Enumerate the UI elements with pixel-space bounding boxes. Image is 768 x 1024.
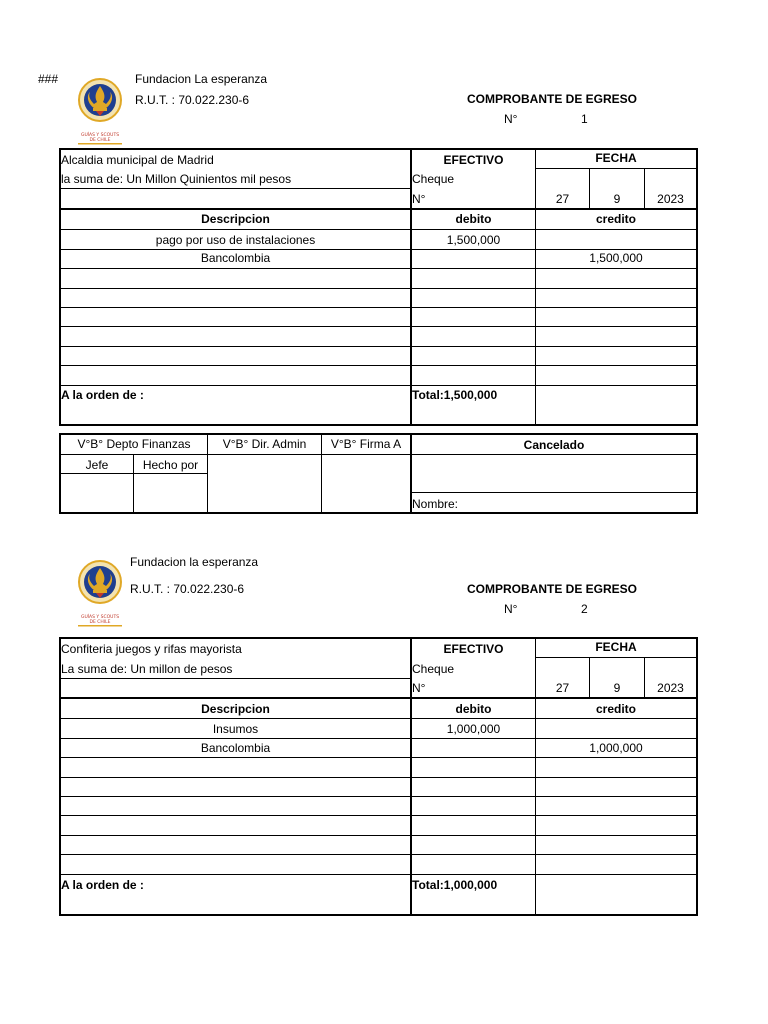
org-name: Fundacion La esperanza	[135, 72, 268, 86]
logo-caption: GUÍAS Y SCOUTS	[80, 133, 120, 138]
order-label: A la orden de :	[61, 388, 144, 402]
cancelado-label: Cancelado	[523, 438, 585, 452]
cheque-no-label: N°	[412, 192, 426, 206]
svg-text:DE CHILE: DE CHILE	[89, 620, 111, 625]
date-month: 9	[613, 681, 621, 695]
total: Total:1,500,000	[412, 388, 498, 402]
cheque-label: Cheque	[412, 172, 455, 186]
row-credito: 1,500,000	[589, 251, 643, 265]
sum-text: la suma de: Un Millon Quinientos mil pesos	[61, 172, 292, 186]
vb-dir-admin: V°B° Dir. Admin	[222, 437, 307, 451]
svg-text:DE CHILE: DE CHILE	[89, 138, 111, 143]
fecha-label: FECHA	[595, 640, 637, 654]
row-descripcion: pago por uso de instalaciones	[155, 233, 316, 247]
row-debito: 1,000,000	[446, 722, 501, 736]
org-rut: R.U.T. : 70.022.230-6	[135, 93, 250, 107]
payee: Alcaldia municipal de Madrid	[61, 153, 214, 167]
scout-logo-icon	[74, 76, 126, 146]
date-month: 9	[613, 192, 621, 206]
voucher-title: COMPROBANTE DE EGRESO	[467, 92, 638, 106]
vb-firma: V°B° Firma A	[330, 437, 402, 451]
scout-logo-icon	[74, 558, 126, 628]
sum-text: La suma de: Un millon de pesos	[61, 662, 233, 676]
svg-text:GUÍAS Y SCOUTS: GUÍAS Y SCOUTS	[80, 615, 120, 620]
row-descripcion: Bancolombia	[200, 741, 271, 755]
total: Total:1,000,000	[412, 878, 498, 892]
header-debito: debito	[455, 212, 492, 226]
corner-mark: ###	[38, 72, 59, 86]
row-descripcion: Bancolombia	[200, 251, 271, 265]
row-descripcion: Insumos	[212, 722, 259, 736]
voucher-title: COMPROBANTE DE EGRESO	[467, 582, 638, 596]
voucher-number-label: N°	[504, 112, 518, 126]
cheque-label: Cheque	[412, 662, 455, 676]
date-year: 2023	[657, 681, 684, 695]
voucher-number-label: N°	[504, 602, 518, 616]
header-credito: credito	[595, 702, 636, 716]
payee: Confiteria juegos y rifas mayorista	[61, 642, 242, 656]
voucher-number: 2	[581, 602, 588, 616]
cheque-no-label: N°	[412, 681, 426, 695]
hecho-por-label: Hecho por	[142, 458, 199, 472]
header-credito: credito	[595, 212, 636, 226]
header-descripcion: Descripcion	[201, 212, 270, 226]
efectivo-label: EFECTIVO	[443, 153, 504, 167]
voucher-number: 1	[581, 112, 588, 126]
header-descripcion: Descripcion	[201, 702, 270, 716]
vb-finanzas: V°B° Depto Finanzas	[77, 437, 191, 451]
org-name: Fundacion la esperanza	[130, 555, 259, 569]
order-label: A la orden de :	[61, 878, 144, 892]
date-day: 27	[555, 681, 570, 695]
efectivo-label: EFECTIVO	[443, 642, 504, 656]
fecha-label: FECHA	[595, 151, 637, 165]
row-credito: 1,000,000	[589, 741, 643, 755]
org-rut: R.U.T. : 70.022.230-6	[130, 582, 245, 596]
header-debito: debito	[455, 702, 492, 716]
jefe-label: Jefe	[85, 458, 109, 472]
date-year: 2023	[657, 192, 684, 206]
nombre-label: Nombre:	[412, 497, 459, 511]
date-day: 27	[555, 192, 570, 206]
row-debito: 1,500,000	[446, 233, 501, 247]
